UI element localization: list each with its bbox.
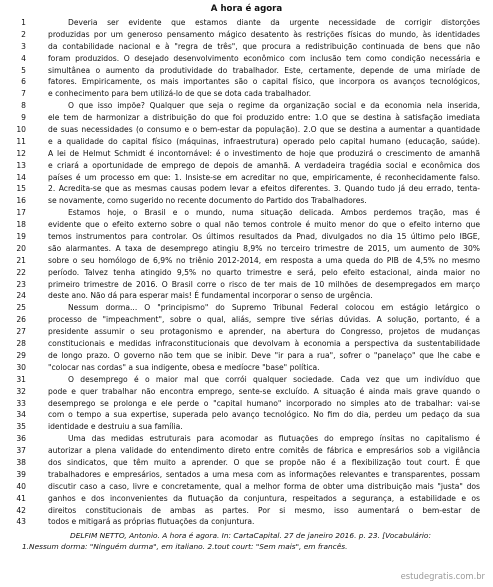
line-number: 12 xyxy=(16,148,26,158)
line-text: sobre o seu homólogo de 6,9% no triênio 2012-2014, em resposta a uma queda do PIB de 4,5% no mesmo xyxy=(48,255,480,265)
text-line xyxy=(0,112,493,124)
line-text: países é um processo em que: 1. Insiste-se em acreditar no que, empiricamente, é reconhecidamente falso. xyxy=(48,172,480,182)
line-number: 41 xyxy=(16,493,26,503)
line-number: 18 xyxy=(16,220,26,230)
line-number: 25 xyxy=(16,303,26,313)
line-number: 39 xyxy=(16,469,26,479)
text-line xyxy=(0,421,493,433)
text-line xyxy=(0,409,493,421)
line-number: 3 xyxy=(21,41,26,51)
line-number: 42 xyxy=(16,505,26,515)
line-number: 26 xyxy=(16,315,26,325)
line-number: 43 xyxy=(16,517,26,527)
line-number: 21 xyxy=(16,255,26,265)
text-line xyxy=(0,469,493,481)
text-line xyxy=(0,326,493,338)
text-line xyxy=(0,516,493,528)
line-number: 10 xyxy=(16,125,26,135)
line-text: A lei de Helmut Schmidt é incontornável: é o investimento de hoje que produzirá o crescimento de amanhã xyxy=(48,148,480,158)
text-line xyxy=(0,65,493,77)
line-number: 8 xyxy=(21,101,26,111)
text-line xyxy=(0,53,493,65)
source-citation xyxy=(0,531,493,552)
line-text: dos sindicatos, que têm muito a aprender. O que se propõe não é a flexibilização tout court. É que xyxy=(48,457,480,467)
text-line xyxy=(0,290,493,302)
line-text: produzidas por um generoso pensamento mágico desatento às restrições físicas do mundo, às identidades xyxy=(48,29,480,39)
watermark: estudegratis.com.br xyxy=(400,571,485,582)
text-line xyxy=(0,314,493,326)
line-number: 34 xyxy=(16,410,26,420)
text-line xyxy=(0,279,493,291)
line-number: 4 xyxy=(21,53,26,63)
line-text: e a qualidade do capital físico (máquinas, infraestrutura) operado pelo capital humano (educação, saúde). xyxy=(48,136,480,146)
line-number: 14 xyxy=(16,172,26,182)
text-line xyxy=(0,350,493,362)
line-text: O desemprego é o maior mal que corrói qualquer sociedade. Cada vez que um indivíduo que xyxy=(68,374,480,384)
text-line xyxy=(0,433,493,445)
text-line xyxy=(0,160,493,172)
line-text: da contabilidade nacional e à "regra de três", que procura a redistribuição continuada de bens que não xyxy=(48,41,480,51)
text-line xyxy=(0,243,493,255)
line-text: e conhecimento para bem utilizá-lo de que se dota cada trabalhador. xyxy=(48,89,312,99)
line-number: 38 xyxy=(16,457,26,467)
line-text: são alarmantes. A taxa de desemprego atingiu 8,9% no terceiro trimestre de 2015, um aumento de 30% xyxy=(48,243,480,253)
text-line xyxy=(0,457,493,469)
line-text: ele tem de harmonizar a distribuição do que foi produzido entre: 1.O que se destina à satisfação imediata xyxy=(48,113,480,123)
line-text: discutir caso a caso, livre e concretamente, qual a melhor forma de obter uma distribuição mais "justa" dos xyxy=(48,481,480,491)
line-text: todos e mitigará as próprias flutuações da conjuntura. xyxy=(48,517,255,527)
text-line xyxy=(0,29,493,41)
line-text: temos instrumentos para controlar. Os últimos resultados da Pnad, divulgados no dia 15 último pelo IBGE, xyxy=(48,232,480,242)
line-text: Estamos hoje, o Brasil e o mundo, numa situação delicada. Ambos perdemos tração, mas é xyxy=(68,208,480,218)
line-text: fatores. Empiricamente, os mais importantes são o capital físico, que incorpora os avanços tecnológicos, xyxy=(48,77,480,87)
text-line xyxy=(0,267,493,279)
line-number: 30 xyxy=(16,362,26,372)
line-text: constitucionais e medidas infraconstitucionais que devolvam à economia a perspectiva da sustentabilidade xyxy=(48,339,480,349)
line-number: 1 xyxy=(21,18,26,27)
line-text: de suas necessidades (o consumo e o bem-estar da população). 2.O que se destina a aumentar a quantidade xyxy=(48,125,480,135)
text-line xyxy=(0,302,493,314)
text-line xyxy=(0,398,493,410)
line-number: 17 xyxy=(16,208,26,218)
line-text: com o tempo a sua expertise, superada pelo avanço tecnológico. No fim do dia, perdeu um pedaço da sua xyxy=(48,410,480,420)
line-text: de longo prazo. O governo não tem que se inibir. Deve "ir para a rua", sofrer o "panelaço" que lhe cabe e xyxy=(48,350,480,360)
line-text: desemprego se prolonga e ele perde o "capital humano" incorporado no simples ato de trabalhar: vai-se xyxy=(48,398,480,408)
text-line xyxy=(0,231,493,243)
text-line xyxy=(0,41,493,53)
line-number: 32 xyxy=(16,386,26,396)
line-number: 37 xyxy=(16,446,26,456)
line-number: 28 xyxy=(16,339,26,349)
text-line xyxy=(0,374,493,386)
text-line xyxy=(0,207,493,219)
line-text: deste ano. Não dá para esperar mais! É fundamental incorporar o senso de urgência. xyxy=(48,291,373,301)
line-number: 16 xyxy=(16,196,26,206)
text-line xyxy=(0,100,493,112)
line-text: pode e quer trabalhar não encontra emprego, sente-se excluído. A situação é ainda mais grave quando o xyxy=(48,386,480,396)
text-line xyxy=(0,505,493,517)
line-number: 40 xyxy=(16,481,26,491)
line-text: autorizar a plena validade do entendimento direto entre comitês de fábrica e empresários sob a vigilância xyxy=(48,446,480,456)
line-number: 22 xyxy=(16,267,26,277)
line-number: 29 xyxy=(16,350,26,360)
line-text: ganhos e dos inconvenientes da flutuação da conjuntura, respeitados a segurança, a estabilidade e os xyxy=(48,493,480,503)
text-line xyxy=(0,76,493,88)
text-line xyxy=(0,481,493,493)
line-text: evidente que o efeito externo sobre o qual não temos controle é muito menor do que o efeito interno que xyxy=(48,220,480,230)
text-line xyxy=(0,338,493,350)
line-number: 13 xyxy=(16,160,26,170)
text-line xyxy=(0,124,493,136)
line-number: 7 xyxy=(21,89,26,99)
text-line xyxy=(0,493,493,505)
line-number: 23 xyxy=(16,279,26,289)
line-text: identidade e destruiu a sua família. xyxy=(48,422,183,432)
line-text: trabalhadores e empresários, sentados a uma mesa com as informações relevantes e transparentes, possam xyxy=(48,469,480,479)
line-text: foram produzidos. O desejado desenvolvimento econômico com inclusão tem como condição necessária e xyxy=(48,53,480,63)
text-line xyxy=(0,148,493,160)
line-number: 9 xyxy=(21,113,26,123)
line-number: 5 xyxy=(21,65,26,75)
text-line xyxy=(0,362,493,374)
line-number: 19 xyxy=(16,232,26,242)
text-line xyxy=(0,17,493,29)
line-text: 2. Acredita-se que as mesmas causas podem levar a efeitos diferentes. 3. Quando tudo já deu errado, tenta- xyxy=(48,184,480,194)
line-number: 11 xyxy=(16,136,26,146)
text-line xyxy=(0,88,493,100)
line-text: Uma das medidas estruturais para acomodar as flutuações do emprego ínsitas no capitalismo é xyxy=(68,434,480,444)
line-text: direitos constitucionais de ambas as partes. Por si mesmo, isso aumentará o bem-estar de xyxy=(48,505,480,515)
article-title: A hora é agora xyxy=(210,4,283,14)
line-text: e criará a oportunidade de emprego de depois de amanhã. A verdadeira tragédia social e econômica dos xyxy=(48,160,480,170)
text-line xyxy=(0,255,493,267)
line-number: 33 xyxy=(16,398,26,408)
line-text: Deveria ser evidente que estamos diante da urgente necessidade de corrigir distorções xyxy=(68,18,480,27)
text-line xyxy=(0,445,493,457)
line-text: se novamente, como sugerido no recente documento do Partido dos Trabalhadores. xyxy=(48,196,367,206)
line-number: 24 xyxy=(16,291,26,301)
line-number: 27 xyxy=(16,327,26,337)
article-body xyxy=(0,17,493,528)
line-number: 2 xyxy=(21,29,26,39)
line-text: simultânea o aumento da produtividade do trabalhador. Este, certamente, depende de uma miríade de xyxy=(48,65,480,75)
line-text: primeiro trimestre de 2016. O Brasil corre o risco de ter mais de 10 milhões de desempregados em março xyxy=(48,279,480,289)
line-number: 35 xyxy=(16,422,26,432)
text-line xyxy=(0,386,493,398)
text-line xyxy=(0,172,493,184)
line-text: período. Talvez tenha atingido 9,5% no quarto trimestre e será, pelo efeito estacional, ainda maior no xyxy=(48,267,480,277)
source-line-1: DELFIM NETTO, Antonio. A hora é agora. In: CartaCapital. 27 de janeiro 2016. p. 23. [Vocabulário: xyxy=(70,531,431,540)
line-number: 36 xyxy=(16,434,26,444)
line-number: 31 xyxy=(16,374,26,384)
line-number: 20 xyxy=(16,243,26,253)
line-text: "colocar nas cordas" a sua indigente, obesa e medíocre "base" política. xyxy=(48,362,320,372)
line-text: presidente assumir o seu protagonismo e aprender, na abertura do Congresso, projetos de mudanças xyxy=(48,327,480,337)
text-line xyxy=(0,219,493,231)
line-text: O que isso impõe? Qualquer que seja o regime da organização social e da economia nela inserida, xyxy=(68,101,480,111)
line-text: processo de "impeachment", sobre o qual, aliás, sempre tive sérias dúvidas. A solução, portanto, é a xyxy=(48,315,480,325)
line-number: 15 xyxy=(16,184,26,194)
text-line xyxy=(0,136,493,148)
text-line xyxy=(0,195,493,207)
line-text: Nessum dorma... O "principismo" do Supremo Tribunal Federal colocou em estágio letárgico o xyxy=(68,303,480,313)
line-number: 6 xyxy=(21,77,26,87)
text-line xyxy=(0,183,493,195)
source-line-2: 1.Nessum dorma: "Ninguém durma", em italiano. 2.tout court: "Sem mais", em francês. xyxy=(22,541,348,551)
